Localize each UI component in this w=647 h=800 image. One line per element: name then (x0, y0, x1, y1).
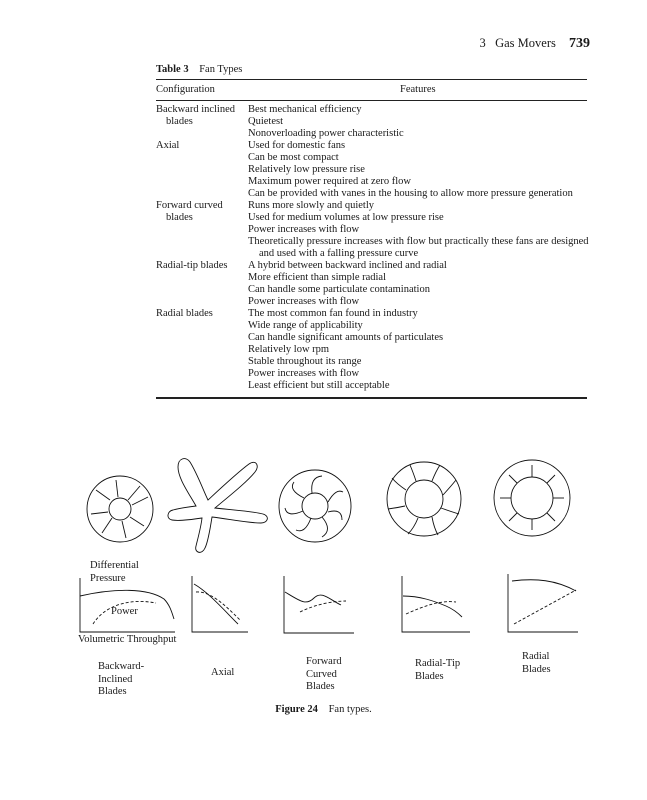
axial-propeller (168, 459, 267, 553)
feature-item: Power increases with flow (248, 224, 360, 235)
feature-item: Power increases with flow (248, 368, 360, 379)
feature-item: Can be provided with vanes in the housing to allow more pressure generation (248, 188, 573, 199)
fan-label-backward-inclined: Backward- Inclined Blades (98, 661, 145, 697)
y-axis-label (90, 560, 139, 585)
feature-item: More efficient than simple radial (248, 272, 387, 283)
power-label: Power (111, 606, 138, 617)
feature-item: Stable throughout its range (248, 356, 362, 367)
characteristic-curves (80, 574, 578, 633)
config-text: Forward curved (156, 200, 223, 211)
forward-curved-curve (284, 576, 354, 633)
feature-item: Can be most compact (248, 152, 339, 163)
axial-curve (192, 576, 248, 632)
y-axis-label-line: Differential (90, 560, 139, 571)
header-configuration: Configuration (156, 84, 215, 95)
header-features: Features (400, 84, 436, 95)
figure-caption-text: Fan types. (328, 704, 372, 715)
feature-item: Maximum power required at zero flow (248, 176, 411, 187)
radial-tip-curve (402, 576, 470, 632)
feature-item: Least efficient but still acceptable (248, 380, 390, 391)
feature-item: Relatively low pressure rise (248, 164, 365, 175)
figure-label: Figure 24 (275, 704, 318, 715)
feature-item: Runs more slowly and quietly (248, 200, 374, 211)
radial-curve (508, 574, 578, 632)
radial-impeller (494, 460, 570, 536)
table-title: Fan Types (199, 64, 243, 75)
feature-item: Theoretically pressure increases with flow but practically these fans are designed (248, 236, 589, 247)
table-label: Table 3 (156, 64, 189, 75)
y-axis-label-line: Pressure (90, 572, 126, 584)
feature-item: and used with a falling pressure curve (259, 248, 419, 259)
feature-item: Relatively low rpm (248, 344, 330, 355)
page-number: 739 (569, 36, 590, 51)
feature-item: Quietest (248, 116, 283, 127)
feature-item: Used for domestic fans (248, 140, 346, 151)
fan-label-forward-curved: Forward Curved Blades (306, 656, 342, 692)
config-text: blades (166, 212, 193, 223)
feature-item: A hybrid between backward inclined and radial (248, 260, 447, 271)
feature-item: Power increases with flow (248, 296, 360, 307)
feature-item: Wide range of applicability (248, 320, 363, 331)
config-text: Axial (156, 140, 180, 151)
feature-item: Best mechanical efficiency (248, 104, 362, 115)
radial-tip-impeller (387, 462, 461, 536)
forward-curved-impeller (279, 470, 351, 542)
config-text: Radial-tip blades (156, 260, 228, 271)
config-text: Radial blades (156, 308, 213, 319)
feature-item: Can handle significant amounts of particulates (248, 332, 444, 343)
chapter-number: 3 (479, 36, 486, 50)
fan-label-axial: Axial (211, 667, 235, 678)
fan-label-radial: Radial Blades (522, 651, 551, 675)
config-text: blades (166, 116, 193, 127)
fan-label-radial-tip: Radial-Tip Blades (415, 658, 461, 682)
backward-inclined-curve (80, 578, 175, 632)
backward-inclined-impeller (87, 476, 153, 542)
config-text: Backward inclined (156, 104, 236, 115)
feature-item: Used for medium volumes at low pressure rise (248, 212, 444, 223)
feature-item: The most common fan found in industry (248, 308, 418, 319)
figure-caption (0, 704, 647, 715)
x-axis-label: Volumetric Throughput (78, 634, 177, 645)
feature-item: Nonoverloading power characteristic (248, 128, 404, 139)
chapter-title: Gas Movers (495, 36, 556, 50)
feature-item: Can handle some particulate contamination (248, 284, 430, 295)
